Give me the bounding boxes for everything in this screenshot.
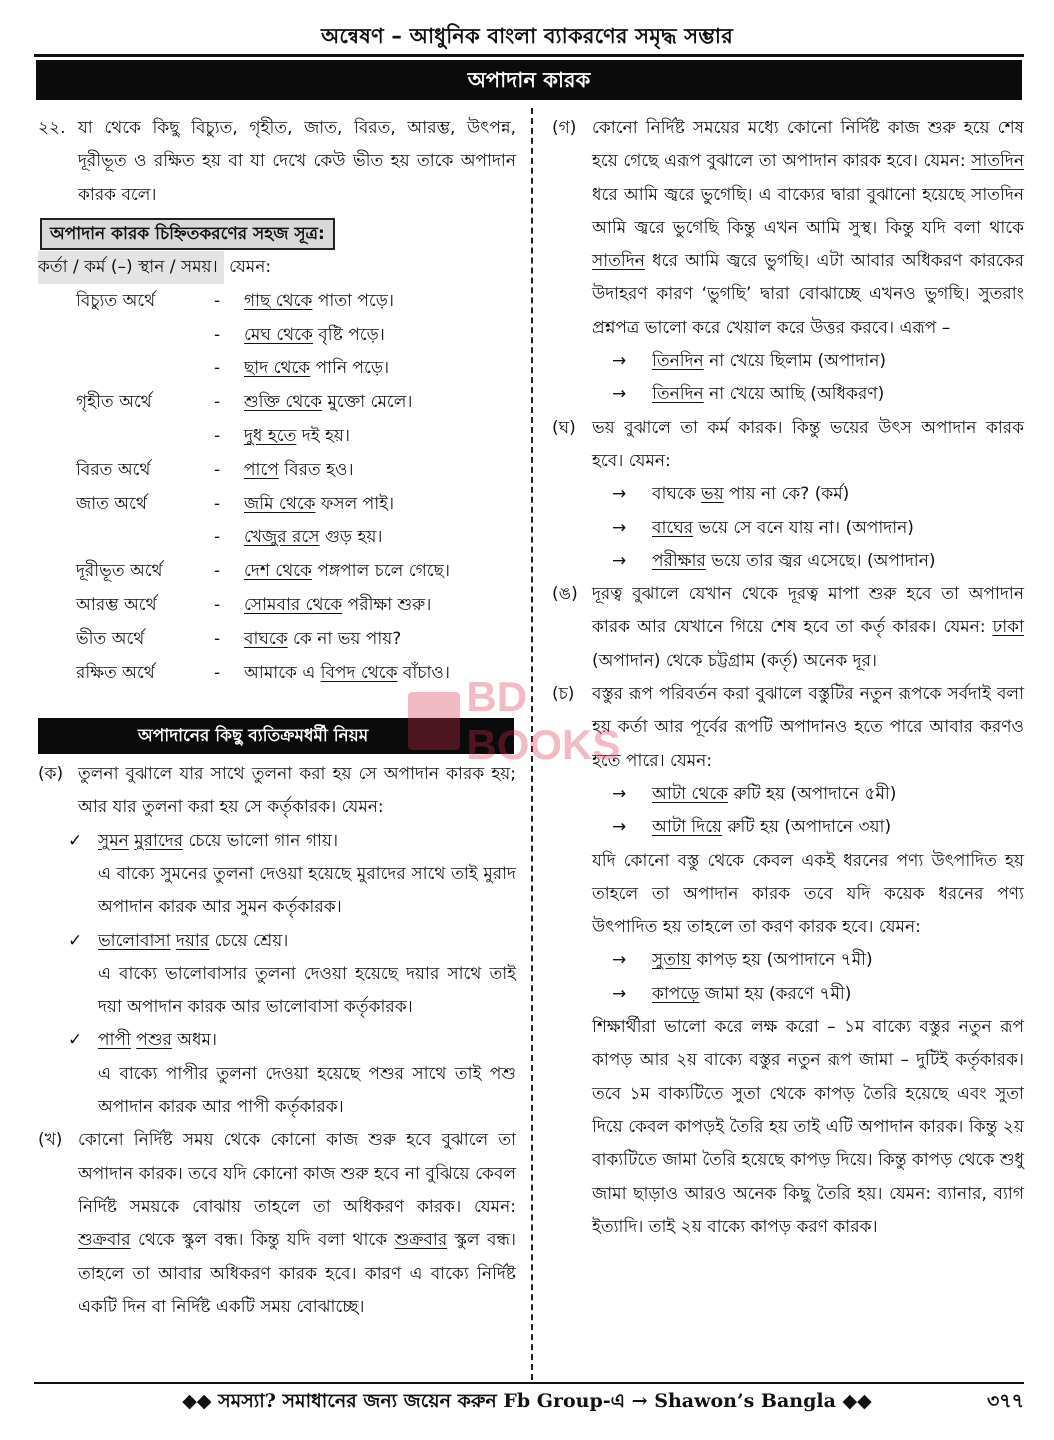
example-row — [38, 521, 516, 555]
example-row — [38, 589, 516, 623]
example-meaning: আরম্ভ অর্থে — [76, 594, 157, 615]
example-meaning: ভীত অর্থে — [76, 628, 145, 649]
arrow-icon: → — [612, 384, 627, 405]
arrow-underlined: কাপড়ে — [652, 983, 700, 1004]
example-dash: - — [214, 459, 221, 480]
rule-cha-arrows-2 — [552, 944, 1024, 1011]
comparison-example — [38, 925, 516, 958]
comparison-rest: চেয়ে শ্রেয়। — [209, 930, 289, 951]
rule-uma — [552, 578, 1024, 678]
arrow-rest: ভয়ে তার জ্বর এসেছে। (অপাদান) — [705, 550, 936, 571]
arrow-rest: কাপড় হয় (অপাদানে ৭মী) — [690, 950, 873, 971]
arrow-underlined: সুতায় — [652, 950, 691, 971]
arrow-rest: ভয়ে সে বনে যায় না। (অপাদান) — [693, 517, 914, 538]
example-dash: - — [214, 527, 221, 548]
rule-uma-text-1: দূরত্ব বুঝালে যেখান থেকে দূরত্ব মাপা শুরু হবে তা অপাদান কারক আর যেখানে গিয়ে শেষ হবে তা কর্তৃ কারক। যেমন: — [592, 584, 1024, 638]
example-rest: পরীক্ষা শুরু। — [342, 594, 432, 615]
example-text — [244, 589, 516, 622]
exceptions-heading: অপাদানের কিছু ব্যতিক্রমধর্মী নিয়ম — [38, 718, 514, 754]
example-meaning: বিচ্যুত অর্থে — [76, 290, 156, 311]
comparison-example — [38, 825, 516, 858]
example-underlined: পাপে — [244, 459, 279, 480]
rule-ka — [38, 758, 516, 825]
example-row — [38, 386, 516, 420]
example-row — [38, 318, 516, 352]
example-text — [244, 521, 516, 554]
arrow-icon: → — [612, 550, 627, 571]
example-dash: - — [214, 290, 221, 311]
arrow-example — [552, 345, 1024, 378]
arrow-icon: → — [612, 783, 627, 804]
rule-kha-text-2: থেকে স্কুল বন্ধ। কিন্তু যদি বলা থাকে — [130, 1230, 395, 1251]
arrow-underlined: তিনদিন — [652, 384, 704, 405]
footer-text: ◆◆ সমস্যা? সমাধানের জন্য জয়েন করুন Fb Group-এ → Shawon’s Bangla ◆◆ — [182, 1390, 872, 1412]
example-text — [244, 420, 516, 453]
example-rest: বিরত হও। — [278, 459, 354, 480]
arrow-prefix: বাঘকে — [652, 484, 702, 505]
definition-label: ২২. — [38, 118, 66, 138]
example-rest: পাতা পড়ে। — [312, 290, 394, 311]
rule-ga-label: (গ) — [552, 118, 577, 138]
rule-kha-text-3: স্কুল বন্ধ। তাহলে তা আবার অধিকরণ কারক হবে। কারণ এ বাক্যে নির্দিষ্ট একটি দিন বা নির্দিষ্ট একটি সময় বোঝাচ্ছে। — [78, 1230, 517, 1317]
rule-uma-underline: ঢাকা — [992, 617, 1025, 638]
example-underlined: দেশ থেকে — [244, 561, 312, 582]
rule-ga — [552, 112, 1024, 345]
section-banner: অপাদান কারক — [36, 60, 1022, 100]
arrow-example — [552, 778, 1024, 811]
comparison-note: এ বাক্যে পাপীর তুলনা দেওয়া হয়েছে পশুর সাথে তাই পশু অপাদান কারক আর পাপী কর্তৃকারক। — [98, 1063, 516, 1118]
example-meaning: রক্ষিত অর্থে — [76, 662, 155, 683]
example-text — [244, 386, 516, 419]
arrow-rest: না খেয়ে ছিলাম (অপাদান) — [703, 351, 886, 372]
rule-ka-text: তুলনা বুঝালে যার সাথে তুলনা করা হয় সে অপাদান কারক হয়; আর যার তুলনা করা হয় সে কর্তৃকারক। যেমন: — [78, 764, 516, 818]
example-rest: মুক্তো মেলে। — [322, 392, 413, 413]
right-column — [552, 112, 1024, 1244]
rule-ga-text-3: ধরে আমি জ্বরে ভুগছি। এটা আবার অধিকরণ কারকের উদাহরণ কারণ ‘ভুগছি’ দ্বারা বোঝাচ্ছে এখনও ভুগছি। সুতরাং প্রশ্নপত্র ভালো করে খেয়াল করে উত্তর করবে। এরূপ – — [592, 251, 1024, 338]
rule-ga-underline-1: সাতদিন — [971, 151, 1024, 172]
comparison-note: এ বাক্যে ভালোবাসার তুলনা দেওয়া হয়েছে দয়ার সাথে তাই দয়া অপাদান কারক আর ভালোবাসা কর্তৃকারক। — [98, 963, 516, 1018]
example-underlined: বিপদ থেকে — [320, 662, 398, 683]
example-rest: পানি পড়ে। — [310, 358, 390, 379]
arrow-rest: জামা হয় (করণে ৭মী) — [699, 983, 852, 1004]
arrow-underlined: বাঘের — [652, 517, 694, 538]
example-rest: বৃষ্টি পড়ে। — [312, 324, 385, 345]
example-row — [38, 622, 516, 656]
watermark-text: BD BOOKS — [466, 673, 621, 768]
formula-text: কর্তা / কর্ম (–) স্থান / সময়। — [38, 251, 224, 284]
example-row — [38, 555, 516, 589]
example-dash: - — [214, 425, 221, 446]
comparison-subject: ভালোবাসা — [98, 930, 171, 951]
example-meaning: গৃহীত অর্থে — [76, 392, 152, 413]
example-underlined: মেঘ থেকে — [244, 324, 313, 345]
example-underlined: গাছ থেকে — [244, 290, 313, 311]
rule-gha-label: (ঘ) — [552, 417, 576, 438]
arrow-underlined: ভয় — [701, 484, 724, 505]
example-dash: - — [214, 662, 221, 683]
example-row — [38, 656, 516, 690]
arrow-example — [552, 378, 1024, 411]
arrow-example — [552, 545, 1024, 578]
example-text — [244, 488, 516, 521]
example-dash: - — [214, 561, 221, 582]
check-icon: ✓ — [68, 1030, 83, 1051]
example-dash: - — [214, 358, 221, 379]
arrow-underlined: আটা দিয়ে — [652, 817, 723, 838]
example-text — [244, 319, 516, 352]
rule-kha-underline-1: শুক্রবার — [78, 1230, 131, 1251]
rule-ga-text-1: কোনো নির্দিষ্ট সময়ের মধ্যে কোনো নির্দিষ্ট কাজ শুরু হয়ে শেষ হয়ে গেছে এরূপ বুঝালে তা অপাদান কারক হবে। যেমন: — [592, 118, 1024, 172]
example-underlined: ছাদ থেকে — [244, 358, 311, 379]
example-row — [38, 420, 516, 454]
left-column — [38, 112, 516, 1324]
rule-cha — [552, 678, 1024, 778]
example-dash: - — [214, 594, 221, 615]
rule-uma-label: (ঙ) — [552, 584, 578, 605]
arrow-rest: রুটি হয় (অপাদানে ৩য়া) — [722, 817, 892, 838]
arrow-icon: → — [612, 351, 627, 372]
examples-list — [38, 284, 516, 690]
rule-gha-arrows — [552, 478, 1024, 578]
example-text — [244, 657, 516, 690]
comparison-object: দয়ার — [175, 930, 210, 951]
arrow-rest: না খেয়ে আছি (অধিকরণ) — [703, 384, 885, 405]
arrow-icon: → — [612, 950, 627, 971]
arrow-underlined: তিনদিন — [652, 351, 704, 372]
comparison-subject: পাপী — [98, 1030, 131, 1051]
column-divider — [531, 108, 533, 1380]
example-text — [244, 623, 516, 656]
rule-cha-arrows-1 — [552, 778, 1024, 845]
rule-ka-items — [38, 825, 516, 1125]
example-dash: - — [214, 324, 221, 345]
example-underlined: বাঘকে — [244, 628, 288, 649]
page-header-title: অন্বেষণ – আধুনিক বাংলা ব্যাকরণের সমৃদ্ধ সম্ভার — [321, 24, 733, 48]
example-row — [38, 487, 516, 521]
example-prefix: আমাকে এ — [244, 662, 321, 683]
arrow-example — [552, 811, 1024, 844]
rule-cha-text: বস্তুর রূপ পরিবর্তন করা বুঝালে বস্তুটির নতুন রূপকে সর্বদাই বলা হয় কর্তা আর পূর্বের রূপটি অপাদানও হতে পারে আবার করণও হতে পারে। যেমন: — [592, 684, 1024, 771]
arrow-example — [552, 512, 1024, 545]
rule-ga-text-2: ধরে আমি জ্বরে ভুগেছি। এ বাক্যের দ্বারা বুঝানো হয়েছে সাতদিন আমি জ্বরে ভুগেছি কিন্তু এখন আমি সুস্থ। কিন্তু যদি বলা থাকে — [592, 184, 1024, 238]
arrow-example — [552, 478, 1024, 511]
example-meaning: দূরীভূত অর্থে — [76, 561, 163, 582]
rule-cha-para-3: শিক্ষার্থীরা ভালো করে লক্ষ করো – ১ম বাক্যে বস্তুর নতুন রূপ কাপড় আর ২য় বাক্যে বস্তুর নতুন রূপ জামা – দুটিই কর্তৃকারক। তবে ১ম বাক্যটিতে সুতা থেকে কাপড় তৈরি হয়েছে এবং সুতা দিয়ে কেবল কাপড়ই তৈরি হয় তাই এটি অপাদান কারক। কিন্তু ২য় বাক্যটিতে জামা তৈরি হয়েছে কাপড় দিয়ে। কিন্তু কাপড় থেকে শুধু জামা ছাড়াও আরও অনেক কিছু তৈরি হয়। যেমন: ব্যানার, ব্যাগ ইত্যাদি। তাই ২য় বাক্যে কাপড় করণ কারক। — [592, 1017, 1024, 1237]
example-rest: ফসল পাই। — [315, 493, 395, 514]
arrow-underlined: পরীক্ষার — [652, 550, 706, 571]
comparison-example — [38, 1024, 516, 1057]
comparison-subject: সুমন — [98, 830, 129, 851]
check-icon: ✓ — [68, 930, 83, 951]
rule-ka-label: (ক) — [38, 764, 64, 785]
example-dash: - — [214, 628, 221, 649]
example-underlined: দুধ হতে — [244, 425, 297, 446]
comparison-rest: অধম। — [171, 1030, 217, 1051]
rule-cha-para-2: যদি কোনো বস্তু থেকে কেবল একই ধরনের পণ্য উৎপাদিত হয় তাহলে তা অপাদান কারক তবে যদি কয়েক ধরনের পণ্য উৎপাদিত হয় তাহলে তা করণ কারক হবে। যেমন: — [592, 850, 1024, 938]
rule-kha-text-1: কোনো নির্দিষ্ট সময় থেকে কোনো কাজ শুরু হবে বুঝালে তা অপাদান কারক। তবে যদি কোনো কাজ শুরু হবে না বুঝিয়ে কেবল নির্দিষ্ট সময়কে বোঝায় তাহলে তা অধিকরণ কারক। যেমন: — [78, 1130, 516, 1217]
example-row — [38, 453, 516, 487]
comparison-rest: চেয়ে ভালো গান গায়। — [183, 830, 339, 851]
arrow-underlined: আটা থেকে — [652, 783, 729, 804]
arrow-icon: → — [612, 484, 627, 505]
arrow-example — [552, 944, 1024, 977]
example-underlined: জমি থেকে — [244, 493, 316, 514]
arrow-example — [552, 978, 1024, 1011]
example-underlined: শুক্তি থেকে — [244, 392, 323, 413]
rule-gha — [552, 412, 1024, 479]
example-rest: দই হয়। — [296, 425, 350, 446]
example-rest: বাঁচাও। — [397, 662, 451, 683]
definition-text: যা থেকে কিছু বিচ্যুত, গৃহীত, জাত, বিরত, আরম্ভ, উৎপন্ন, দূরীভূত ও রক্ষিত হয় বা যা দেখে কেউ ভীত হয় তাকে অপাদান কারক বলে। — [78, 118, 516, 205]
arrow-icon: → — [612, 983, 627, 1004]
header-rule — [34, 54, 1024, 57]
example-text — [244, 285, 516, 318]
arrow-icon: → — [612, 517, 627, 538]
example-dash: - — [214, 493, 221, 514]
example-rest: গুড় হয়। — [319, 527, 383, 548]
example-row — [38, 352, 516, 386]
arrow-rest: রুটি হয় (অপাদানে ৫মী) — [728, 783, 897, 804]
formula-heading: অপাদান কারক চিহ্নিতকরণের সহজ সূত্র: — [40, 218, 335, 250]
rule-ga-arrows — [552, 345, 1024, 412]
example-underlined: সোমবার থেকে — [244, 594, 343, 615]
comparison-object: মুরাদের — [134, 830, 184, 851]
formula-line — [38, 251, 516, 284]
example-underlined: খেজুর রসে — [244, 527, 320, 548]
rule-ga-underline-2: সাতদিন — [592, 251, 645, 272]
rule-kha-label: (খ) — [38, 1130, 63, 1151]
example-meaning: জাত অর্থে — [76, 493, 147, 514]
formula-suffix: যেমন: — [229, 257, 272, 278]
arrow-rest: পায় না কে? (কর্ম) — [723, 484, 850, 505]
comparison-object: পশুর — [136, 1030, 172, 1051]
footer-rule — [34, 1382, 1024, 1384]
example-dash: - — [214, 392, 221, 413]
example-meaning: বিরত অর্থে — [76, 459, 151, 480]
arrow-icon: → — [612, 817, 627, 838]
rule-gha-text: ভয় বুঝালে তা কর্ম কারক। কিন্তু ভয়ের উৎস অপাদান কারক হবে। যেমন: — [592, 417, 1024, 471]
example-text — [244, 555, 516, 588]
example-rest: পঙ্গপাল চলে গেছে। — [311, 561, 451, 582]
rule-cha-label: (চ) — [552, 684, 575, 705]
rule-kha — [38, 1124, 516, 1324]
page-number: ৩৭৭ — [986, 1390, 1024, 1412]
example-row — [38, 284, 516, 318]
rule-uma-text-2: (অপাদান) থেকে চট্টগ্রাম (কর্তৃ) অনেক দূর। — [592, 650, 877, 671]
check-icon: ✓ — [68, 830, 83, 851]
rule-kha-underline-2: শুক্রবার — [394, 1230, 448, 1251]
example-rest: কে না ভয় পায়? — [287, 628, 402, 649]
comparison-note: এ বাক্যে সুমনের তুলনা দেওয়া হয়েছে মুরাদের সাথে তাই মুরাদ অপাদান কারক আর সুমন কর্তৃকারক। — [98, 863, 516, 918]
definition-paragraph — [38, 112, 516, 212]
example-text — [244, 454, 516, 487]
example-text — [244, 352, 516, 385]
